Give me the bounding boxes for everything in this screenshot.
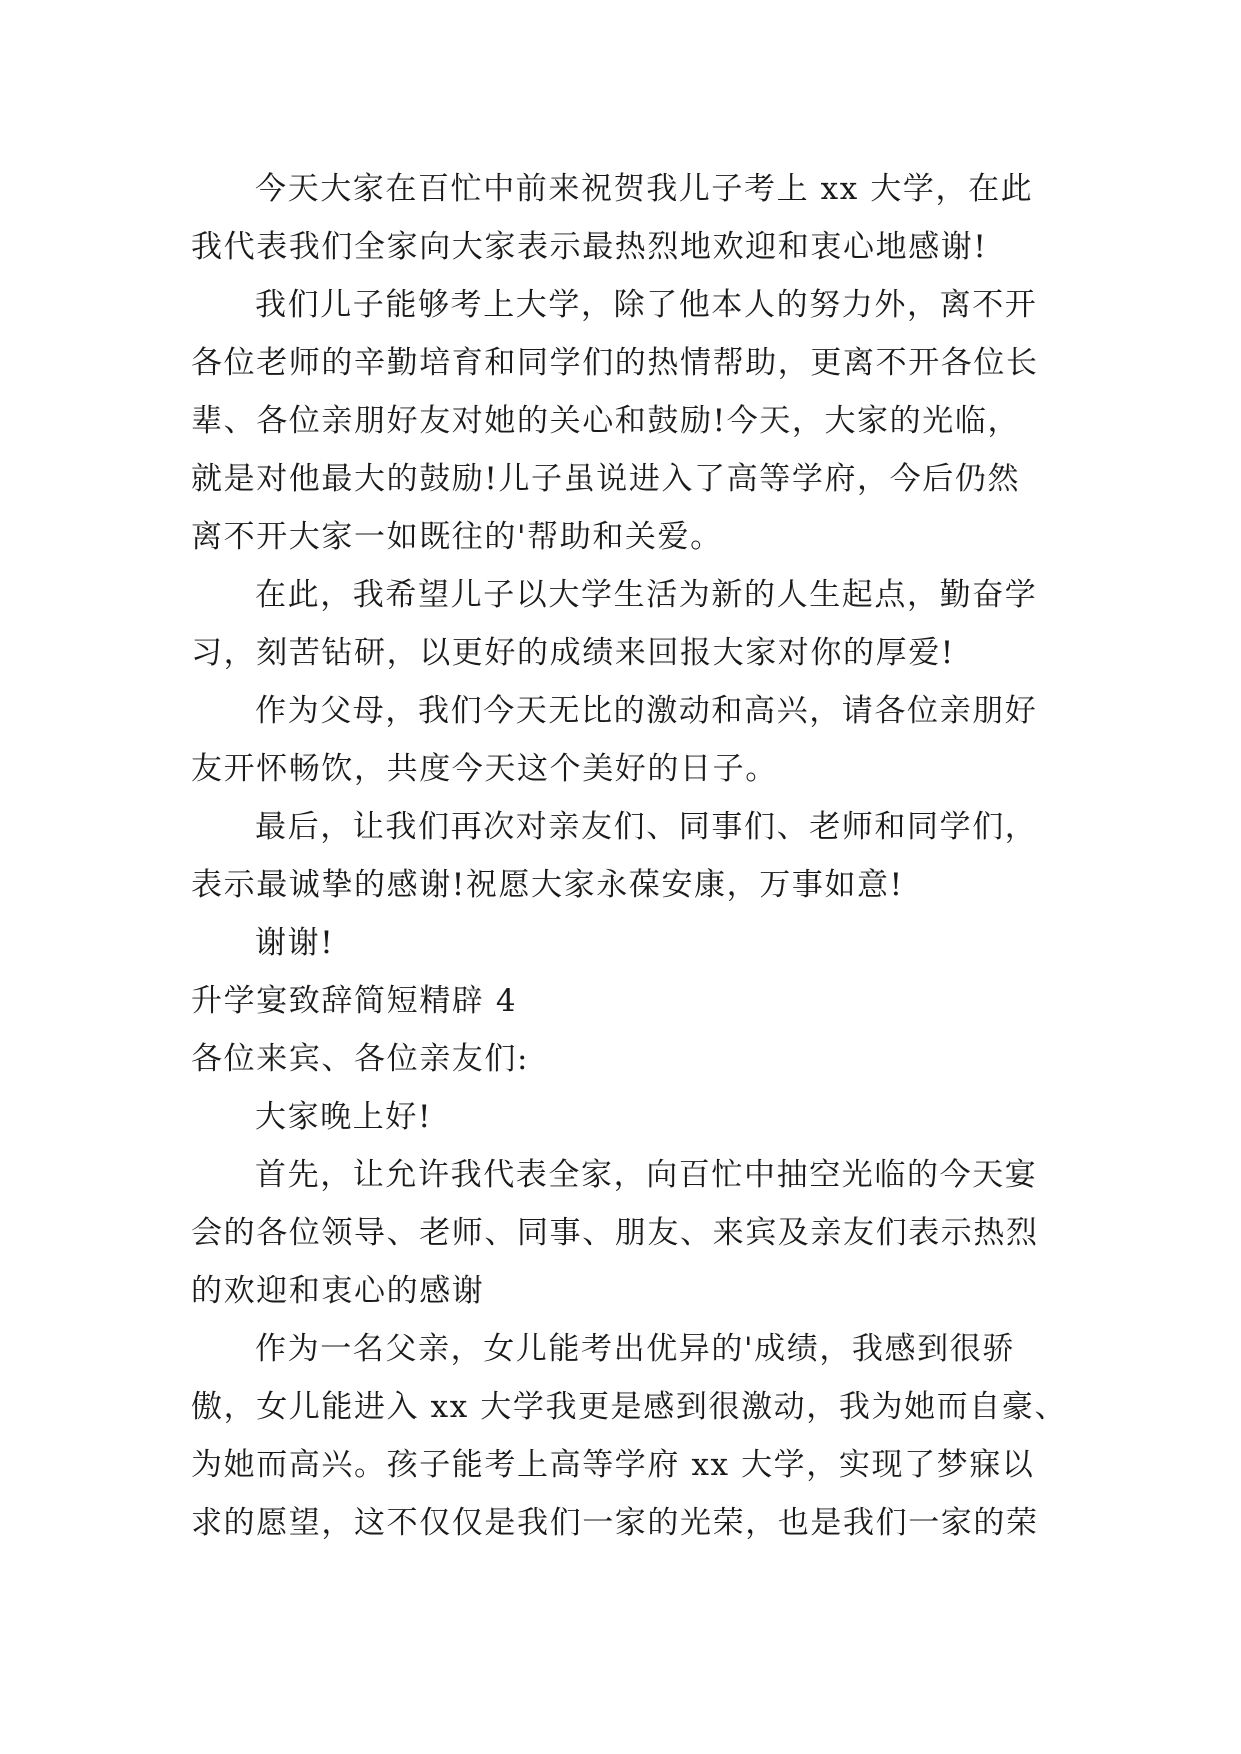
paragraph-line: 会的各位领导、老师、同事、朋友、来宾及亲友们表示热烈 — [191, 1215, 1039, 1251]
paragraph-line: 今天大家在百忙中前来祝贺我儿子考上 xx 大学，在此 — [255, 171, 1034, 207]
paragraph-line: 在此，我希望儿子以大学生活为新的人生起点，勤奋学 — [255, 577, 1038, 613]
document-body — [191, 160, 1068, 1552]
paragraph-line: 我们儿子能够考上大学，除了他本人的努力外，离不开 — [255, 287, 1038, 323]
salutation-line: 各位来宾、各位亲友们: — [191, 1041, 530, 1077]
paragraph-line: 求的愿望，这不仅仅是我们一家的光荣，也是我们一家的荣 — [191, 1505, 1039, 1541]
greeting-line: 大家晚上好! — [255, 1099, 433, 1135]
paragraph-line: 各位老师的辛勤培育和同学们的热情帮助，更离不开各位长 — [191, 345, 1039, 381]
paragraph-line: 首先，让允许我代表全家，向百忙中抽空光临的今天宴 — [255, 1157, 1038, 1193]
paragraph-line: 友开怀畅饮，共度今天这个美好的日子。 — [191, 751, 778, 787]
paragraph-line: 我代表我们全家向大家表示最热烈地欢迎和衷心地感谢! — [191, 229, 988, 265]
paragraph-line: 习，刻苦钻研，以更好的成绩来回报大家对你的厚爱! — [191, 635, 955, 671]
paragraph-line: 作为一名父亲，女儿能考出优异的'成绩，我感到很骄 — [255, 1331, 1015, 1367]
paragraph-line: 的欢迎和衷心的感谢 — [191, 1273, 485, 1309]
paragraph-line: 表示最诚挚的感谢!祝愿大家永葆安康，万事如意! — [191, 867, 904, 903]
paragraph-line: 作为父母，我们今天无比的激动和高兴，请各位亲朋好 — [255, 693, 1038, 729]
paragraph-line: 最后，让我们再次对亲友们、同事们、老师和同学们， — [255, 809, 1038, 845]
paragraph-line: 谢谢! — [255, 925, 335, 961]
paragraph-line: 傲，女儿能进入 xx 大学我更是感到很激动，我为她而自豪、 — [191, 1389, 1068, 1425]
paragraph-line: 就是对他最大的鼓励!儿子虽说进入了高等学府，今后仍然 — [191, 461, 1021, 497]
section-heading: 升学宴致辞简短精辟 4 — [191, 983, 518, 1019]
paragraph-line: 为她而高兴。孩子能考上高等学府 xx 大学，实现了梦寐以 — [191, 1447, 1035, 1483]
paragraph-line: 辈、各位亲朋好友对她的关心和鼓励!今天，大家的光临， — [191, 403, 1021, 439]
paragraph-line: 离不开大家一如既往的'帮助和关爱。 — [191, 519, 723, 555]
